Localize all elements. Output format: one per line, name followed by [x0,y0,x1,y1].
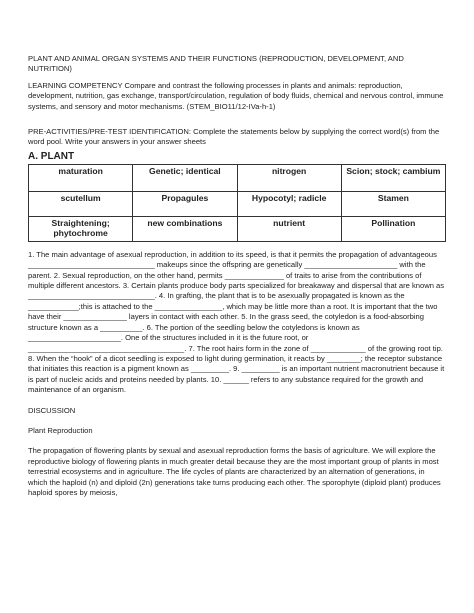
word-pool-table [28,164,446,242]
document-title: PLANT AND ANIMAL ORGAN SYSTEMS AND THEIR FUNCTIONS (REPRODUCTION, DEVELOPMENT, AND NUTRITION) [28,54,404,74]
word-pool-cell: maturation [29,164,133,191]
pretest-instructions: PRE-ACTIVITIES/PRE-TEST IDENTIFICATION: Complete the statements below by supplying the correct word(s) from the word pool. Write your answers in your answer sheets [28,127,440,147]
word-pool-cell: scutellum [29,191,133,216]
word-pool-cell: Straightening; phytochrome [29,216,133,241]
word-pool-cell: Pollination [341,216,445,241]
word-pool-cell: Genetic; identical [133,164,237,191]
word-pool-cell: nitrogen [237,164,341,191]
pretest-statements: 1. The main advantage of asexual reproduction, in addition to its speed, is that it permits the propagation of advantageous ______________________________ makeups since the offspring are genetically ______________________ with the parent. 2. Sexual reproduction, on the other hand, permits ______________ of traits to arise from the contributions of multiple different ancestors. 3. Certain plants produce body parts specialized for breakaway and dispersal that are known as ______________________________. 4. In grafting, the plant that is to be asexually propagated is known as the ____________;this is attached to the ________________, which may be little more than a root. It is important that the two have their _______________ layers in contact with each other. 5. In the grass seed, the cotyledon is a food-absorbing structure known as a __________. 6. The portion of the seedling below the cotyledons is known as ______________________. One of the structures included in it is the future root, or _____________________________________. 7. The root hairs form in the zone of _____________ of the growing root tip. 8. When the “hook” of a dicot seedling is exposed to light during germination, it reacts by ________; the receptor substance that initiates this reaction is a pigment known as _________. 9. _________ is an important nutrient macronutrient because it is part of nucleic acids and proteins needed by plants. 10. ______ refers to any substance required for the growth and maintenance of an organism. [28,249,445,395]
word-pool-row [29,164,446,191]
word-pool-cell: nutrient [237,216,341,241]
word-pool-cell: Hypocotyl; radicle [237,191,341,216]
word-pool-row [29,216,446,241]
plant-reproduction-heading: Plant Reproduction [28,425,93,435]
section-heading-plant: A. PLANT [28,150,75,162]
word-pool-cell: Scion; stock; cambium [341,164,445,191]
word-pool-cell: new combinations [133,216,237,241]
document-content [28,54,446,498]
word-pool-cell: Propagules [133,191,237,216]
learning-competency: LEARNING COMPETENCY Compare and contrast the following processes in plants and animals: reproduction, development, nutrition, gas exchange, transport/circulation, regulation of body fluids, chemical and nervous control, immune systems, and sensory and motor mechanisms. (STEM_BIO11/12-IVa-h-1) [28,80,444,111]
word-pool-cell: Stamen [341,191,445,216]
discussion-heading: DISCUSSION [28,405,76,415]
word-pool-row [29,191,446,216]
discussion-paragraph: The propagation of flowering plants by sexual and asexual reproduction forms the basis of agriculture. We will explore the reproductive biology of flowering plants in much greater detail because they are the most important group of plants in most terrestrial ecosystems and in agriculture. The life cycles of plants are characterized by an alternation of generations, in which the haploid (n) and diploid (2n) generations take turns producing each other. The sporophyte (diploid plant) produces haploid spores by meiosis, [28,446,441,497]
